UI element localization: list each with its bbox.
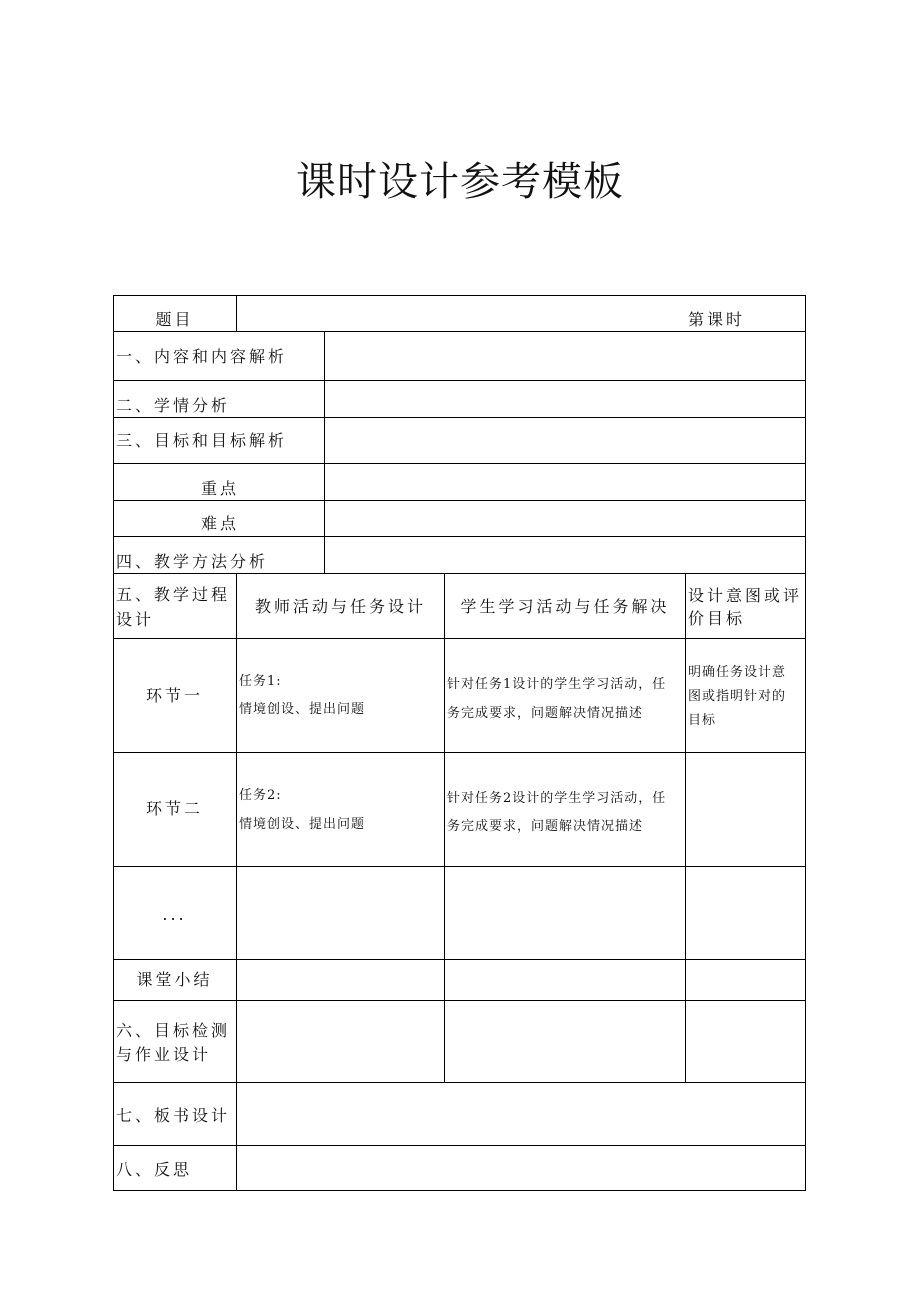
process-label-line2: 设计 bbox=[116, 610, 155, 629]
stage-one-intent-line3: 目标 bbox=[688, 713, 717, 728]
goals-field[interactable] bbox=[325, 418, 805, 463]
process-label-line1: 五、教学过程 bbox=[116, 585, 231, 604]
reflection-label: 八、反思 bbox=[116, 1160, 193, 1179]
method-field[interactable] bbox=[325, 537, 805, 573]
key-point-label: 重点 bbox=[201, 479, 240, 498]
stage-one-task-desc: 情境创设、提出问题 bbox=[239, 702, 366, 717]
row-divider bbox=[113, 638, 806, 639]
assessment-label-line2: 与作业设计 bbox=[116, 1045, 212, 1064]
topic-label: 题目 bbox=[155, 310, 194, 329]
student-activity-header: 学生学习活动与任务解决 bbox=[460, 597, 670, 616]
row-divider bbox=[113, 1000, 806, 1001]
key-point-field[interactable] bbox=[325, 464, 805, 500]
stage-one-student-line2: 务完成要求，问题解决情况描述 bbox=[447, 706, 644, 721]
page-title: 课时设计参考模板 bbox=[296, 159, 624, 205]
stage-two-student-line1: 针对任务2设计的学生学习活动，任 bbox=[447, 791, 667, 806]
row-divider bbox=[113, 866, 806, 867]
summary-label: 课堂小结 bbox=[136, 970, 213, 989]
board-design-field[interactable] bbox=[237, 1083, 805, 1145]
table-border-left bbox=[113, 295, 114, 1191]
design-intent-header-line2: 价目标 bbox=[688, 609, 746, 628]
reflection-field[interactable] bbox=[237, 1146, 805, 1190]
table-border-bottom bbox=[113, 1190, 806, 1191]
stage-two-intent-field[interactable] bbox=[686, 753, 805, 866]
col-divider bbox=[444, 573, 445, 1083]
method-label: 四、教学方法分析 bbox=[116, 552, 269, 571]
stage-one-intent-line1: 明确任务设计意 bbox=[688, 665, 787, 680]
table-border-right bbox=[805, 295, 806, 1191]
content-analysis-label: 一、内容和内容解析 bbox=[116, 347, 288, 366]
teacher-activity-header: 教师活动与任务设计 bbox=[254, 597, 426, 616]
goals-label: 三、目标和目标解析 bbox=[116, 431, 288, 450]
stage-two-task-desc: 情境创设、提出问题 bbox=[239, 817, 366, 832]
learner-analysis-label: 二、学情分析 bbox=[116, 396, 231, 415]
row-divider bbox=[113, 959, 806, 960]
stage-one-student-line1: 针对任务1设计的学生学习活动，任 bbox=[447, 677, 667, 692]
stage-one-label: 环节一 bbox=[145, 686, 203, 705]
stage-two-task-title: 任务2: bbox=[239, 788, 282, 803]
difficulty-field[interactable] bbox=[325, 501, 805, 536]
more-stages-ellipsis: ... bbox=[162, 905, 187, 924]
design-intent-header-line1: 设计意图或评 bbox=[688, 586, 803, 605]
stage-two-student-line2: 务完成要求，问题解决情况描述 bbox=[447, 819, 644, 834]
difficulty-label: 难点 bbox=[201, 514, 240, 533]
stage-one-intent-line2: 图或指明针对的 bbox=[688, 689, 787, 704]
stage-two-label: 环节二 bbox=[145, 799, 203, 818]
board-design-label: 七、板书设计 bbox=[116, 1106, 231, 1125]
content-analysis-field[interactable] bbox=[325, 332, 805, 380]
period-label: 第课时 bbox=[688, 310, 746, 329]
stage-one-task-title: 任务1: bbox=[239, 674, 282, 689]
assessment-label-line1: 六、目标检测 bbox=[116, 1021, 231, 1040]
learner-analysis-field[interactable] bbox=[325, 381, 805, 417]
